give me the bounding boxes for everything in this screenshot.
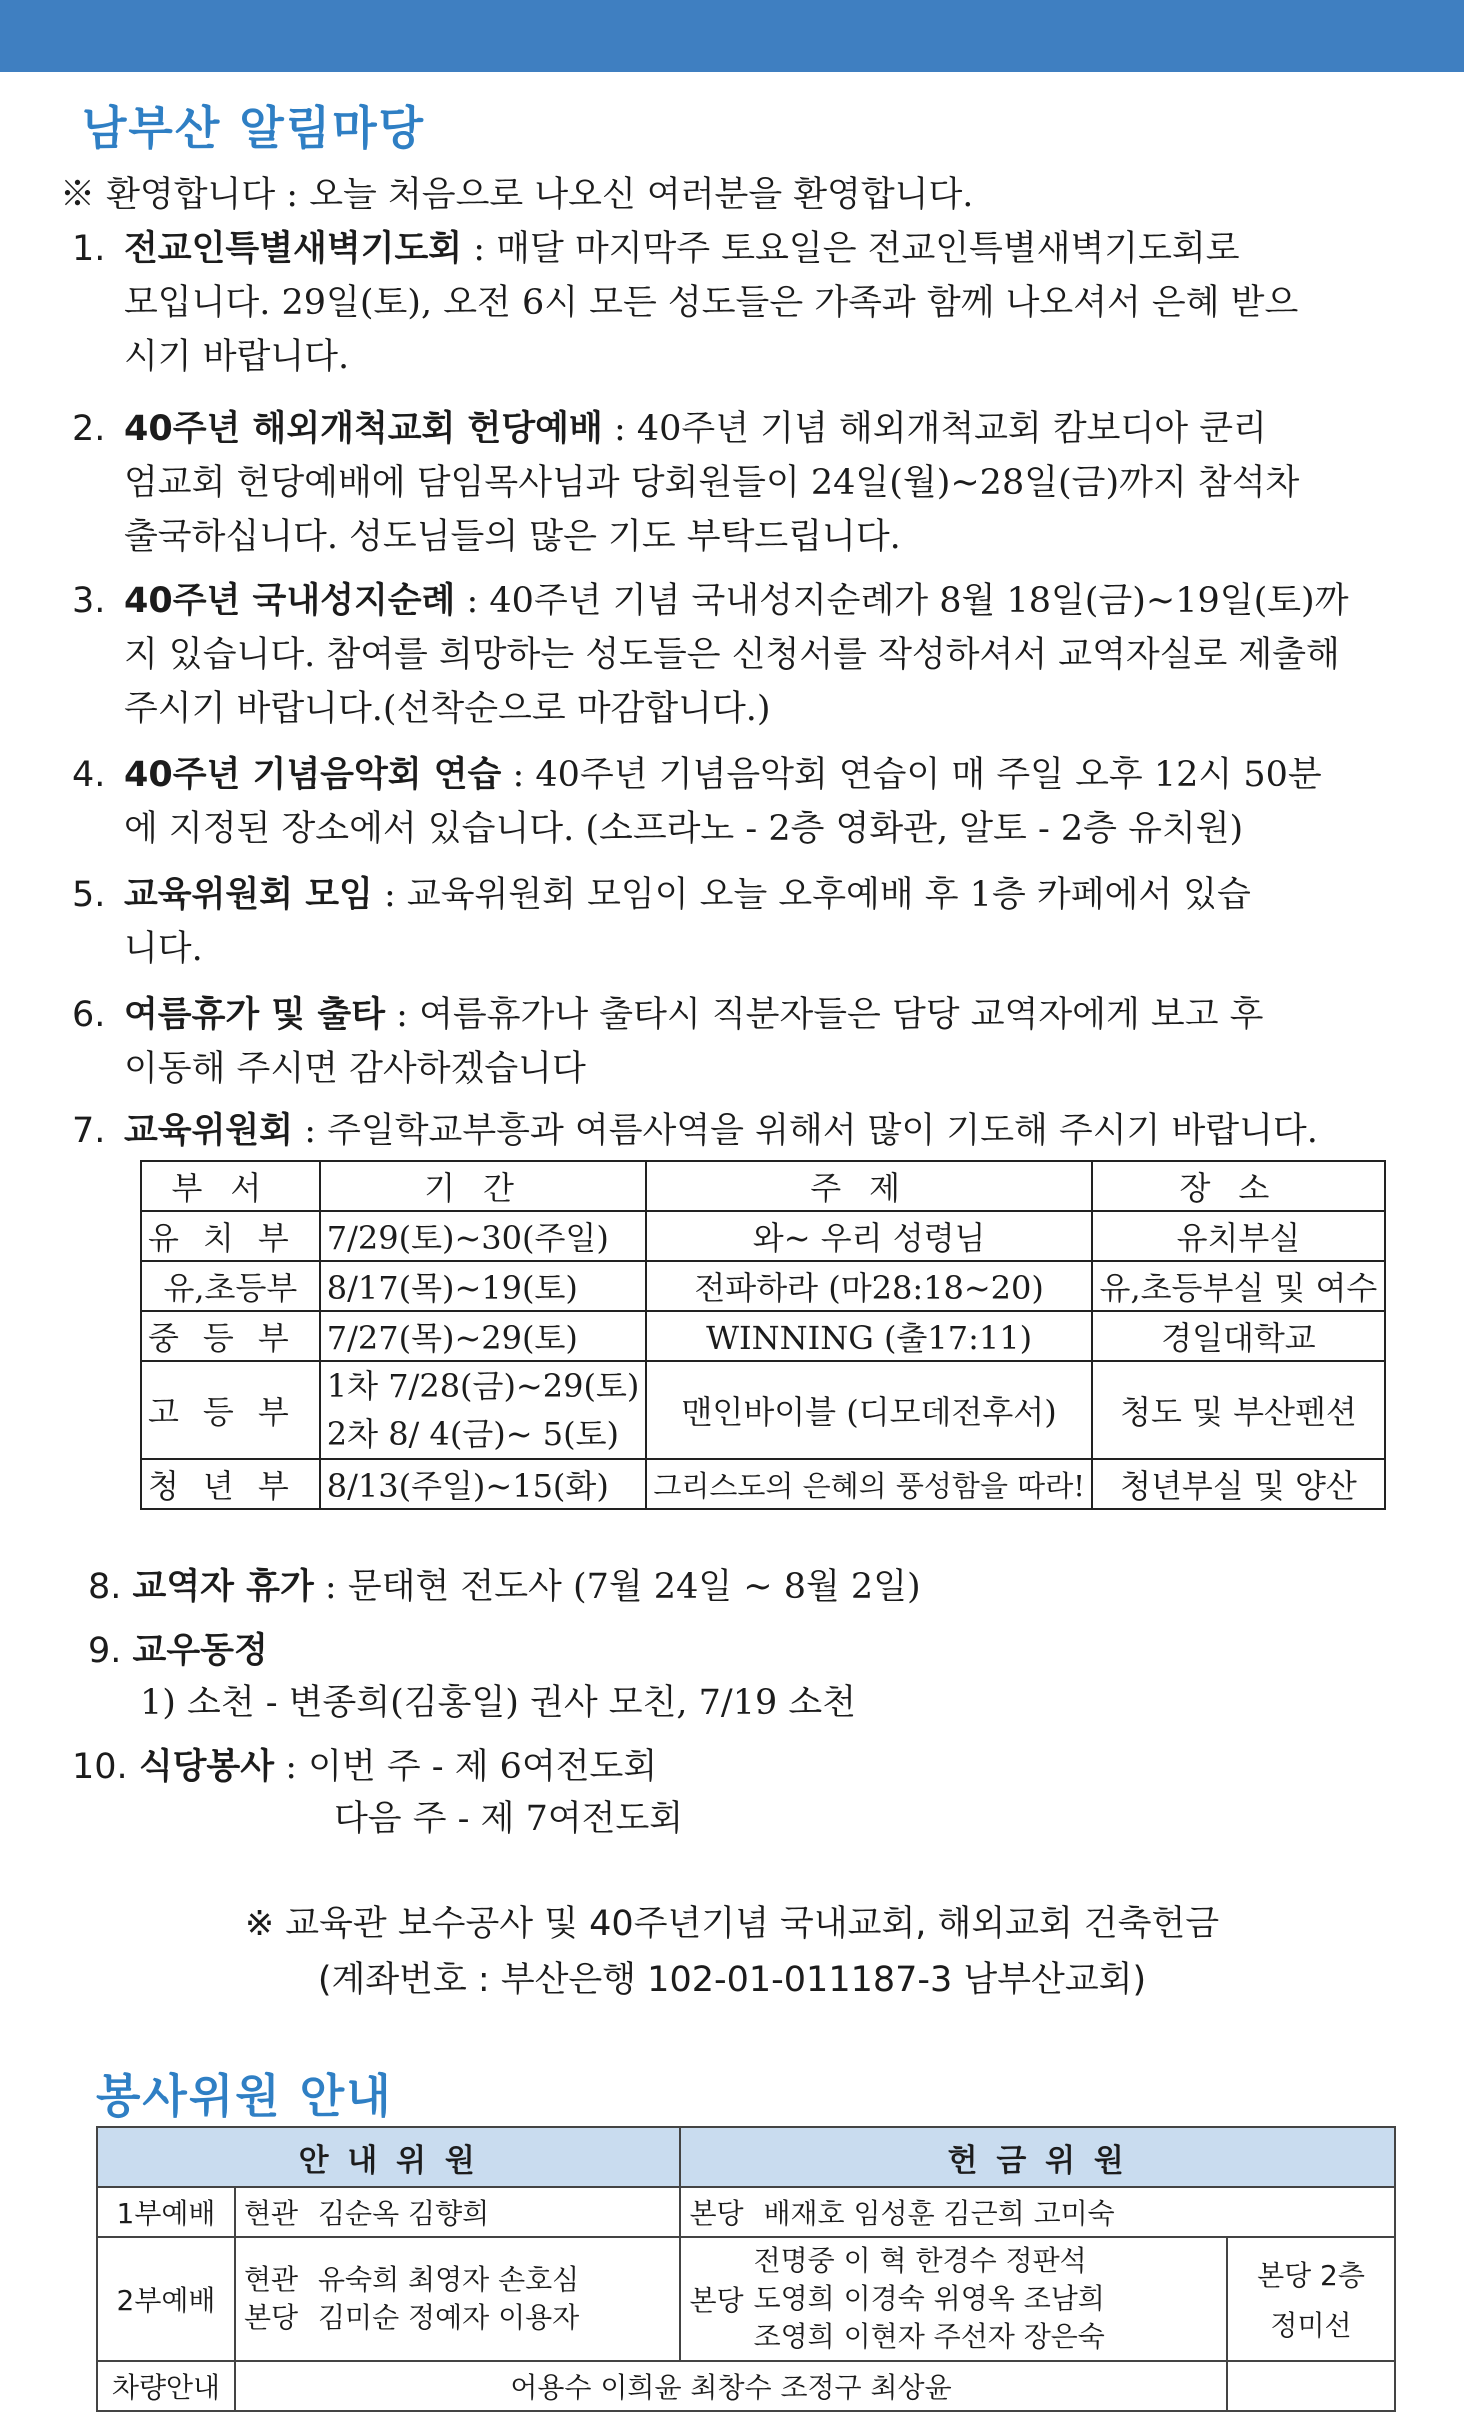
location-label: 본당 xyxy=(244,2301,299,2334)
cell-place: 경일대학교 xyxy=(1092,1311,1385,1361)
cell-dept: 중등부 xyxy=(141,1311,320,1361)
cell-place: 유치부실 xyxy=(1092,1211,1385,1261)
cell-place: 청년부실 및 양산 xyxy=(1092,1459,1385,1509)
table-row xyxy=(141,1361,1385,1459)
cell-theme: 전파하라 (마28:18~20) xyxy=(646,1261,1092,1311)
table-header-row xyxy=(141,1161,1385,1211)
usher-cell xyxy=(235,2187,680,2237)
cell-theme: WINNING (출17:11) xyxy=(646,1311,1092,1361)
item-text: 주시기 바랍니다.(선착순으로 마감합니다.) xyxy=(124,689,771,729)
usher-names: 김미순 정예자 이용자 xyxy=(318,2301,580,2334)
column-header-offering: 헌 금 위 원 xyxy=(680,2127,1395,2187)
offering-extra-cell xyxy=(1227,2237,1395,2361)
column-header-theme: 주제 xyxy=(646,1161,1092,1211)
cell-period: 8/17(목)~19(토) xyxy=(320,1261,647,1311)
item-title: 교역자 휴가 xyxy=(132,1567,314,1607)
item-9-detail: 1) 소천 - 변종희(김홍일) 권사 모친, 7/19 소천 xyxy=(140,1683,856,1723)
table-row xyxy=(141,1261,1385,1311)
announcement-item-7 xyxy=(72,1104,1392,1158)
item-title: 전교인특별새벽기도회 xyxy=(124,229,463,269)
service-label: 2부예배 xyxy=(97,2237,235,2361)
location-label: 본당 2층 xyxy=(1257,2259,1365,2292)
item-text: : 교육위원회 모임이 오늘 오후예배 후 1층 카페에서 있습 xyxy=(372,875,1251,915)
location-label: 현관 xyxy=(244,2197,299,2230)
item-text: 시기 바랍니다. xyxy=(124,337,350,377)
location-label: 본당 xyxy=(689,2197,744,2230)
offering-names: 전명중 이 혁 한경수 정판석 xyxy=(753,2244,1087,2277)
service-label: 1부예배 xyxy=(97,2187,235,2237)
driver-names: 어용수 이희윤 최창수 조정구 최상윤 xyxy=(235,2361,1227,2411)
item-title: 교육위원회 xyxy=(124,1111,294,1151)
offering-names: 도영희 이경숙 위영옥 조남희 xyxy=(753,2282,1105,2315)
item-text: : 매달 마지막주 토요일은 전교인특별새벽기도회로 xyxy=(462,229,1240,269)
cell-dept: 유,초등부 xyxy=(141,1261,320,1311)
location-label: 본당 xyxy=(689,2284,744,2317)
table-row xyxy=(97,2187,1395,2237)
item-text: : 주일학교부흥과 여름사역을 위해서 많이 기도해 주시기 바랍니다. xyxy=(293,1111,1318,1151)
offering-names: 조영희 이현자 주선자 장은숙 xyxy=(753,2320,1105,2353)
cell-period: 8/13(주일)~15(화) xyxy=(320,1459,647,1509)
item-text: 출국하십니다. 성도님들의 많은 기도 부탁드립니다. xyxy=(124,517,901,557)
announcement-item-3 xyxy=(72,574,1392,736)
item-text: 니다. xyxy=(124,929,203,969)
item-title: 식당봉사 xyxy=(138,1747,275,1787)
table-row xyxy=(97,2361,1395,2411)
offering-extra-name: 정미선 xyxy=(1270,2309,1352,2342)
account-number: (계좌번호 : 부산은행 102-01-011187-3 남부산교회) xyxy=(317,1960,1147,2000)
item-text: : 문태현 전도사 (7월 24일 ~ 8월 2일) xyxy=(313,1567,921,1607)
section-title-volunteers: 봉사위원 안내 xyxy=(96,2069,393,2123)
offering-cell xyxy=(680,2187,1395,2237)
item-text: : 40주년 기념음악회 연습이 매 주일 오후 12시 50분 xyxy=(501,755,1322,795)
announcement-item-8 xyxy=(88,1560,921,1614)
item-text: 이동해 주시면 감사하겠습니다 xyxy=(124,1049,586,1089)
service-label: 차량안내 xyxy=(97,2361,235,2411)
cell-theme: 맨인바이블 (디모데전후서) xyxy=(646,1361,1092,1459)
usher-names: 김순옥 김향희 xyxy=(318,2197,490,2230)
empty-cell xyxy=(1227,2361,1395,2411)
cell-period: 7/29(토)~30(주일) xyxy=(320,1211,647,1261)
item-text: : 이번 주 - 제 6여전도회 xyxy=(274,1747,658,1787)
period-second: 2차 8/ 4(금)~ 5(토) xyxy=(326,1415,619,1453)
cell-place: 유,초등부실 및 여수 xyxy=(1092,1261,1385,1311)
education-schedule-table xyxy=(140,1160,1386,1510)
column-header-dept: 부서 xyxy=(141,1161,320,1211)
announcement-item-5 xyxy=(72,868,1392,976)
section-title-announcements: 남부산 알림마당 xyxy=(82,101,426,155)
usher-names: 유숙희 최영자 손호심 xyxy=(318,2263,580,2296)
item-number: 6. xyxy=(72,995,106,1035)
item-number: 2. xyxy=(72,409,106,449)
building-fund-notice: ※ 교육관 보수공사 및 40주년기념 국내교회, 해외교회 건축헌금 xyxy=(244,1904,1220,1944)
cell-period: 7/27(목)~29(토) xyxy=(320,1311,647,1361)
table-row xyxy=(141,1459,1385,1509)
item-text: : 40주년 기념 국내성지순례가 8월 18일(금)~19일(토)까 xyxy=(455,581,1349,621)
item-number: 10. xyxy=(72,1747,128,1787)
cell-dept: 고등부 xyxy=(141,1361,320,1459)
cell-theme: 그리스도의 은혜의 풍성함을 따라! xyxy=(646,1459,1092,1509)
column-header-place: 장소 xyxy=(1092,1161,1385,1211)
item-title: 교우동정 xyxy=(132,1631,268,1671)
table-row xyxy=(97,2237,1395,2361)
column-header-period: 기간 xyxy=(320,1161,647,1211)
announcement-item-10 xyxy=(72,1740,657,1794)
cell-theme: 와~ 우리 성령님 xyxy=(646,1211,1092,1261)
item-text: : 여름휴가나 출타시 직분자들은 담당 교역자에게 보고 후 xyxy=(385,995,1264,1035)
table-row xyxy=(141,1211,1385,1261)
announcement-item-6 xyxy=(72,988,1392,1096)
item-number: 7. xyxy=(72,1111,106,1151)
header-bar xyxy=(0,0,1464,72)
item-text: 지 있습니다. 참여를 희망하는 성도들은 신청서를 작성하셔서 교역자실로 제출해 xyxy=(124,635,1340,675)
announcement-item-2 xyxy=(72,402,1392,564)
item-text: 엄교회 헌당예배에 담임목사님과 당회원들이 24일(월)~28일(금)까지 참석차 xyxy=(124,463,1300,503)
item-number: 4. xyxy=(72,755,106,795)
item-title: 여름휴가 및 출타 xyxy=(124,995,386,1035)
item-number: 8. xyxy=(88,1567,122,1607)
column-header-ushers: 안 내 위 원 xyxy=(97,2127,680,2187)
item-title: 40주년 해외개척교회 헌당예배 xyxy=(124,409,603,449)
cell-dept: 유치부 xyxy=(141,1211,320,1261)
volunteer-table xyxy=(96,2126,1396,2412)
item-title: 40주년 기념음악회 연습 xyxy=(124,755,502,795)
cell-place: 청도 및 부산펜션 xyxy=(1092,1361,1385,1459)
offering-cell xyxy=(680,2237,1227,2361)
announcement-item-4 xyxy=(72,748,1392,856)
item-number: 9. xyxy=(88,1631,122,1671)
cell-period xyxy=(320,1361,647,1459)
announcement-item-1 xyxy=(72,222,1392,384)
item-title: 교육위원회 모임 xyxy=(124,875,373,915)
item-text: 모입니다. 29일(토), 오전 6시 모든 성도들은 가족과 함께 나오셔서 은혜 받으 xyxy=(124,283,1299,323)
item-text: 에 지정된 장소에서 있습니다. (소프라노 - 2층 영화관, 알토 - 2층 유치원) xyxy=(124,809,1244,849)
offering-names: 배재호 임성훈 김근희 고미숙 xyxy=(763,2197,1115,2230)
table-header-row xyxy=(97,2127,1395,2187)
announcement-item-9 xyxy=(88,1624,268,1678)
item-number: 1. xyxy=(72,229,106,269)
cell-dept: 청년부 xyxy=(141,1459,320,1509)
table-row xyxy=(141,1311,1385,1361)
location-label: 현관 xyxy=(244,2263,299,2296)
item-title: 40주년 국내성지순례 xyxy=(124,581,456,621)
item-10-next-week: 다음 주 - 제 7여전도회 xyxy=(334,1799,684,1839)
period-first: 1차 7/28(금)~29(토) xyxy=(326,1367,640,1405)
item-text: : 40주년 기념 해외개척교회 캄보디아 쿤리 xyxy=(602,409,1267,449)
usher-cell xyxy=(235,2237,680,2361)
item-number: 5. xyxy=(72,875,106,915)
welcome-line: ※ 환영합니다 : 오늘 처음으로 나오신 여러분을 환영합니다. xyxy=(60,175,974,215)
item-number: 3. xyxy=(72,581,106,621)
